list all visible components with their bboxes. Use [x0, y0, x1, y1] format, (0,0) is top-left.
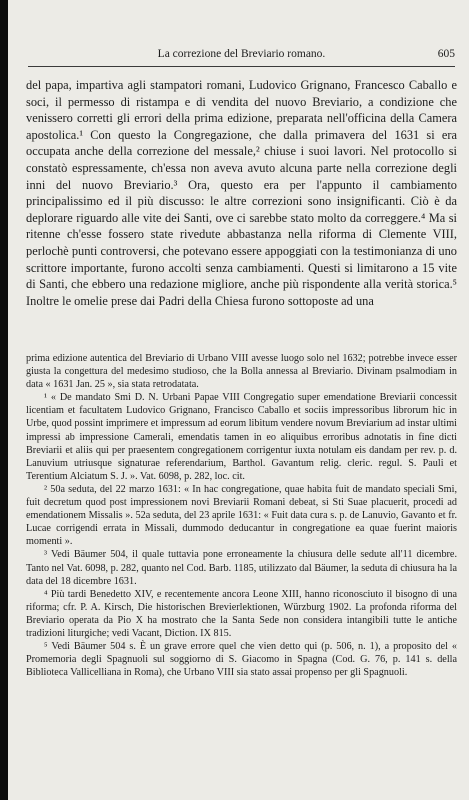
footnote-5: ⁵ Vedi Bäumer 504 s. È un grave errore quel che vien detto qui (p. 506, n. 1), a proposito del « Promemoria degli Spagnuoli sul soggiorno di S. Giacomo in Spagna (Cod. G. 76, p. 141 s. della Biblioteca Vallicelliana in Roma), che Urbano VIII sia stato assai propenso per gli Spagnuoli. — [26, 641, 457, 679]
footnotes — [26, 352, 457, 679]
header-rule — [28, 66, 455, 67]
footnote-continuation: prima edizione autentica del Breviario di Urbano VIII avesse luogo solo nel 1632; potrebbe invece esser giusta la congettura del medesimo studioso, che la Bolla annessa al Breviario. Divinam psalmodiam in data « 1631 Jan. 25 », sia stata retrodatata. — [26, 353, 457, 391]
footnote-4: ⁴ Più tardi Benedetto XIV, e recentemente ancora Leone XIII, hanno riconosciuto il bisogno di una riforma; cfr. P. A. Kirsch, Die historischen Brevierlektionen, Würzburg 1902. La profonda riforma del Breviario operata da Pio X ha mostrato che la Santa Sede non considera intangibili tutte le antiche tradizioni liturgiche; vedi Vacant, Diction. IX 815. — [26, 588, 457, 639]
page-number: 605 — [437, 48, 455, 60]
footnote-3: ³ Vedi Bäumer 504, il quale tuttavia pone erroneamente la chiusura delle sedute all'11 dicembre. Tanto nel Vat. 6098, p. 282, quanto nel Cod. Barb. 1185, utilizzato dal Bäumer, la seduta di chiusura ha la data del 18 dicembre 1631. — [26, 549, 457, 587]
running-title: La correzione del Breviario romano. — [157, 48, 326, 60]
footnote-1: ¹ « De mandato Smi D. N. Urbani Papae VIII Congregatio super emendatione Breviarii concessit licentiam et facultatem Ludovico Grignano, Francisco Caballo et sociis impressoribus librorum hic in Urbe, quod possint imprimere et impressum ad eorum libitum vendere novum Breviarium ad instar ultimi impressi ab impressione Camerali, emendatis tamen in eo aliquibus erroribus adnotatis in fine dicti Breviarii et aliis qui per praesentem congregationem corrigentur iuxta notulam eis dandam per rev. p. d. Lanuvium utriusque signaturae referendarium, Barthol. Gavantum relig. cleric. regul. S. Pauli et Terentium Alciatum S. J. ». Vat. 6098, p. 282, loc. cit. — [26, 392, 457, 482]
body-paragraph: del papa, impartiva agli stampatori romani, Ludovico Grignano, Francesco Caballo e soci, il permesso di ristampa e di vendita del nuovo Breviario, a condizione che venissero corretti gli errori della prima edizione, preparata nell'officina della Camera apostolica.¹ Con questo la Congregazione, che dalla primavera del 1631 si era occupata anche della correzione del messale,² chiuse i suoi lavori. Nel protocollo si constatò espressamente, ch'essa non aveva avuto alcuna parte nella correzione degli inni del nuovo Breviario.³ Ora, questo era per l'appunto il cambiamento principalissimo ed il più discusso: le altre correzioni sono insignificanti. Ciò è da deplorare riguardo alle vite dei Santi, ove ci sarebbe stato molto da correggere.⁴ Ma si ritenne ch'esse fossero state rivedute abbastanza nella riforma di Clemente VIII, perlochè punti controversi, che potevano essere appoggiati con la testimonianza di uno scrittore importante, furono accolti senza cambiamenti. Questi si limitarono a 15 vite di Santi, che ebbero una redazione migliore, anche più rispondente alla verità storica.⁵ Inoltre le omelie prese dai Padri della Chiesa furono sottoposte ad una — [26, 78, 457, 308]
main-text — [26, 77, 457, 309]
book-page — [8, 0, 469, 800]
footnote-2: ² 50a seduta, del 22 marzo 1631: « In hac congregatione, quae habita fuit de mandato speciali Smi, fuit decretum quod post impressionem novi Breviarii Romani debeat, si Sti Suae placuerit, procedi ad emendationem Missalis ». 52a seduta, del 23 aprile 1631: « Fuit data cura s. p. de Lanuvio, Gavanto et fr. Lucae corrigendi errata in Missali, dummodo deducantur in congregatione ea quae fuerint maioris momenti ». — [26, 483, 457, 548]
running-header — [28, 48, 455, 64]
